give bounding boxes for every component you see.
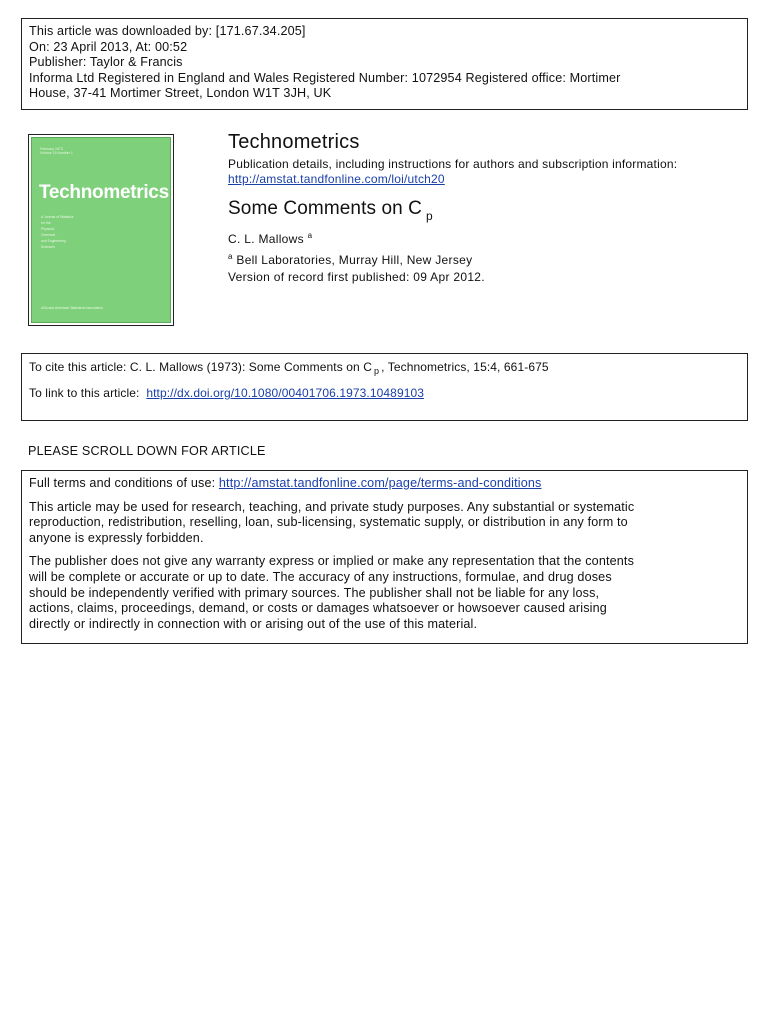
author-superscript: a <box>307 231 313 240</box>
terms-box <box>21 470 748 644</box>
publication-details-text: Publication details, including instructions for authors and subscription information: <box>228 157 678 171</box>
usage-paragraph <box>29 500 740 547</box>
cover-publisher: ASA and American Statistical Association <box>41 306 103 310</box>
journal-cover <box>31 137 171 323</box>
cover-line: A Journal of Statistics <box>41 215 74 219</box>
download-line: This article was downloaded by: [171.67.34.205] <box>29 24 306 38</box>
author-line <box>228 227 485 248</box>
affiliation-line <box>228 248 485 269</box>
author-block <box>228 227 485 286</box>
cover-line: for the <box>41 221 51 225</box>
cover-subtitle <box>41 214 101 250</box>
citation-line <box>29 360 740 374</box>
article-link-line <box>29 386 740 400</box>
affiliation-superscript: a <box>228 252 233 261</box>
download-info-box <box>21 18 748 110</box>
download-line: Publisher: Taylor & Francis <box>29 55 183 70</box>
article-link-label: To link to this article: <box>29 386 140 400</box>
journal-cover-image <box>28 134 174 326</box>
scroll-down-notice: PLEASE SCROLL DOWN FOR ARTICLE <box>28 444 266 458</box>
cover-title: Technometrics <box>39 182 169 203</box>
cover-line: Sciences <box>41 245 55 249</box>
article-title-subscript: p <box>425 209 433 223</box>
citation-subscript: p <box>374 366 380 376</box>
cover-issue-date: February 1973 <box>40 147 63 151</box>
affiliation: Bell Laboratories, Murray Hill, New Jersey <box>236 253 473 267</box>
version-record: Version of record first published: 09 Apr 2012. <box>228 270 485 284</box>
download-line: Informa Ltd Registered in England and Wales Registered Number: 1072954 Registered office: Mortimer <box>29 70 621 85</box>
download-line: House, 37-41 Mortimer Street, London W1T 3JH, UK <box>29 86 332 101</box>
article-title-text: Some Comments on C <box>228 198 422 219</box>
terms-label: Full terms and conditions of use: <box>29 476 216 490</box>
disclaimer-line: directly or indirectly in connection with or arising out of the use of this material. <box>29 616 478 631</box>
cover-line: Physical, <box>41 227 55 231</box>
author-name: C. L. Mallows <box>228 232 304 246</box>
publication-details <box>228 157 677 186</box>
journal-title: Technometrics <box>228 131 360 153</box>
usage-line: anyone is expressly forbidden. <box>29 530 204 545</box>
disclaimer-line: The publisher does not give any warranty express or implied or make any representation that the contents <box>29 554 635 569</box>
cover-line: Chemical <box>41 233 56 237</box>
disclaimer-line: actions, claims, proceedings, demand, or costs or damages whatsoever or howsoever caused arising <box>29 601 607 616</box>
disclaimer-line: should be independently verified with primary sources. The publisher shall not be liable for any loss, <box>29 585 600 600</box>
citation-box <box>21 353 748 421</box>
doi-link[interactable]: http://dx.doi.org/10.1080/00401706.1973.10489103 <box>146 386 425 400</box>
disclaimer-paragraph <box>29 554 740 632</box>
usage-line: reproduction, redistribution, reselling, loan, sub-licensing, systematic supply, or distribution in any form to <box>29 515 628 530</box>
cover-line: and Engineering <box>41 239 66 243</box>
cover-volume: Volume 15 Number 1 <box>40 151 73 156</box>
article-title <box>228 198 433 223</box>
citation-prefix: To cite this article: C. L. Mallows (1973): Some Comments on C <box>29 360 372 374</box>
terms-url-link[interactable]: http://amstat.tandfonline.com/page/terms-and-conditions <box>218 476 542 490</box>
download-line: On: 23 April 2013, At: 00:52 <box>29 39 188 54</box>
journal-url-link[interactable]: http://amstat.tandfonline.com/loi/utch20 <box>228 171 445 186</box>
cover-top-text <box>40 147 73 155</box>
disclaimer-line: will be complete or accurate or up to date. The accuracy of any instructions, formulae, and drug doses <box>29 569 612 584</box>
terms-line <box>29 476 740 492</box>
usage-line: This article may be used for research, teaching, and private study purposes. Any substantial or systematic <box>29 499 635 514</box>
citation-suffix: , Technometrics, 15:4, 661-675 <box>381 360 549 374</box>
